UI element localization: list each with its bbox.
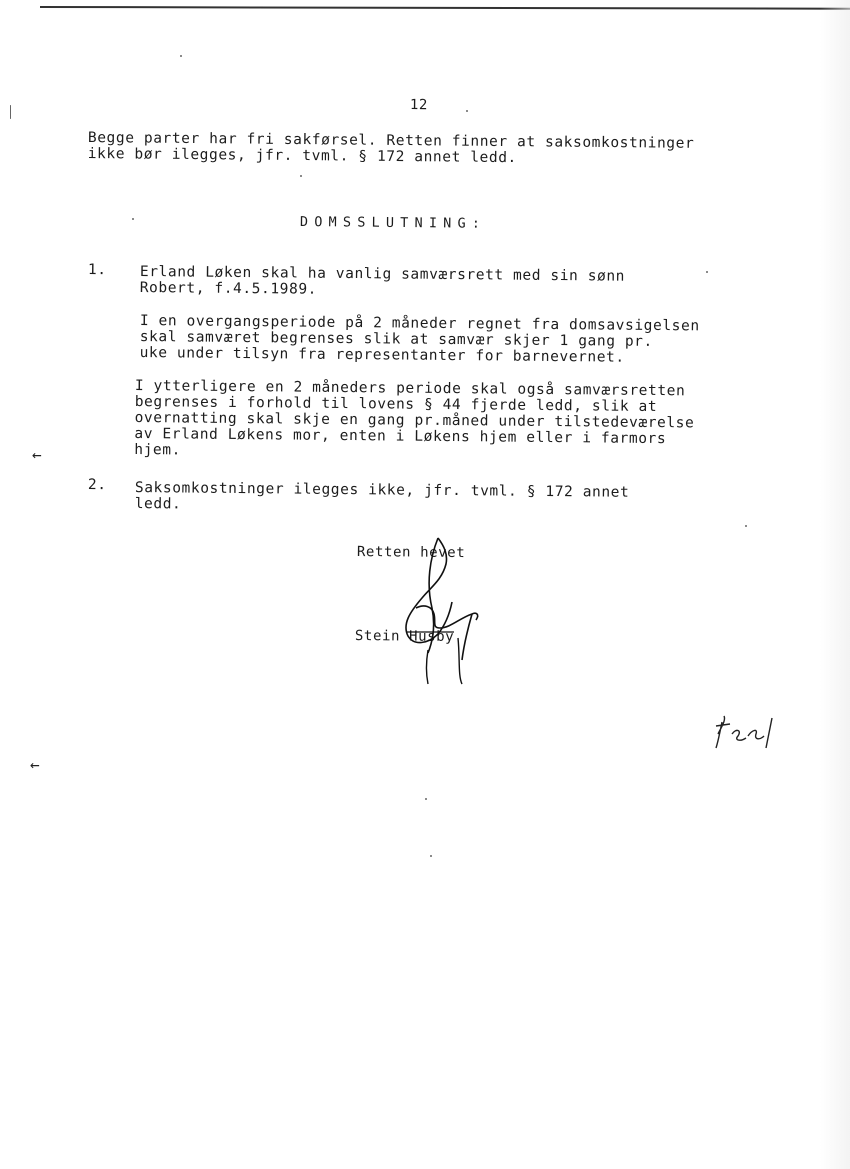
scan-speck: [180, 55, 182, 57]
page-number: 12: [409, 97, 429, 114]
item-2-number: 2.: [87, 477, 107, 494]
scan-edge-shade: [820, 0, 850, 1169]
scan-speck: [10, 105, 11, 119]
scan-speck: [745, 525, 747, 527]
item-1-sub-paragraph-1: I en overgangsperiode på 2 måneder regnet fra domsavsigelsen skal samværet begrenses slik at samvær skjer 1 gang pr. uke under tilsyn fra representanter for barnevernet.: [139, 313, 700, 366]
binding-mark-icon: ←: [30, 755, 40, 774]
item-1-sub-paragraph-2: I ytterligere en 2 måneders periode skal også samværsretten begrenses i forhold til lovens § 44 fjerde ledd, slik at overnatting skal skje en gang pr.måned under tilstedeværelse av Erland Løkens mor, enten i Løkens hjem eller i farmors hjem.: [134, 378, 695, 459]
item-2-text: Saksomkostninger ilegges ikke, jfr. tvml. § 172 annet ledd.: [134, 480, 630, 513]
binding-mark-icon: ←: [32, 445, 42, 464]
scan-speck: [466, 110, 468, 112]
verdict-heading: DOMSSLUTNING:: [299, 214, 487, 232]
costs-paragraph: Begge parter har fri sakførsel. Retten finner at saksomkostninger ikke bør ilegges, jfr. tvml. § 172 annet ledd.: [87, 130, 695, 167]
item-1-text: Erland Løken skal ha vanlig samværsrett med sin sønn Robert, f.4.5.1989.: [139, 264, 626, 298]
handwritten-initials-icon: [712, 712, 782, 752]
judge-name: Stein Husby: [354, 628, 455, 645]
item-1-number: 1.: [87, 262, 107, 279]
scan-speck: [300, 175, 302, 177]
closing-statement: Retten hevet: [356, 544, 466, 562]
signature-icon: [380, 528, 490, 688]
scan-speck: [430, 855, 432, 857]
scan-speck: [706, 271, 708, 273]
scan-speck: [132, 218, 134, 220]
top-border-line: [40, 6, 850, 10]
scan-speck: [425, 798, 427, 800]
